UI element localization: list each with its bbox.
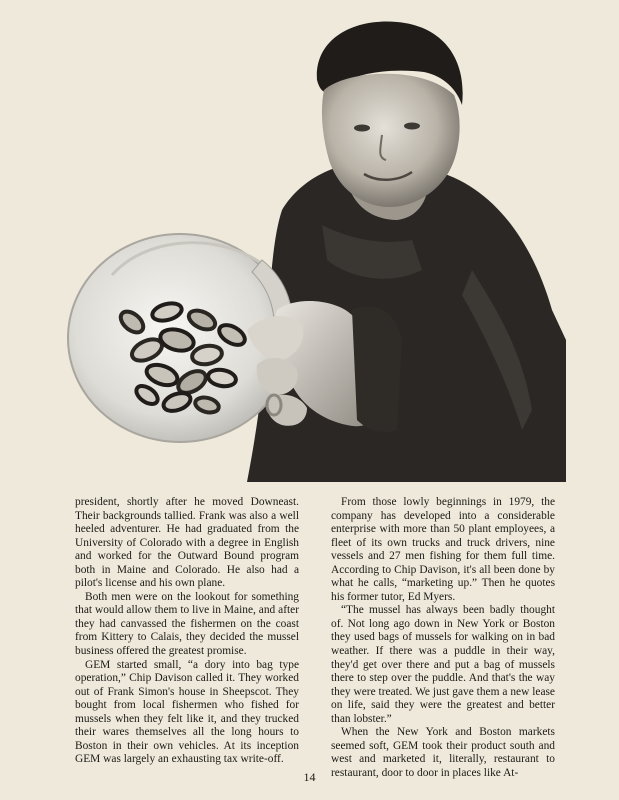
paragraph: Both men were on the lookout for something that would allow them to live in Maine, and after they had canvassed the fishermen on the coast from Kittery to Calais, they decided the mussel business offered the greatest promise. — [75, 590, 299, 658]
man-holding-bowl-of-mussels-photo — [52, 10, 566, 482]
text-column-left — [75, 496, 299, 767]
text-column-right — [331, 496, 555, 780]
paragraph: president, shortly after he moved Downeast. Their backgrounds tallied. Frank was also a well heeled adventurer. He had graduated from the University of Colorado with a degree in English and worked for the Outward Bound program both in Maine and Colorado. He also had a pilot's license and his own plane. — [75, 496, 299, 590]
paragraph: GEM started small, “a dory into bag type operation,” Chip Davison called it. They worked out of Frank Simon's house in Sheepscot. They bought from local fishermen who fished for mussels when they felt like it, and they trucked their wares themselves all the long hours to Boston in their own vehicles. At its inception GEM was largely an exhausting tax write-off. — [75, 658, 299, 766]
paragraph: From those lowly beginnings in 1979, the company has developed into a considerable enterprise with more than 50 plant employees, a fleet of its own trucks and truck drivers, nine vessels and 27 men fishing for them full time. According to Chip Davison, it's all been done by what he calls, “marketing up.” Then he quotes his former tutor, Ed Myers. — [331, 496, 555, 603]
page-number: 14 — [303, 770, 316, 784]
portrait-photo — [52, 10, 566, 482]
paragraph: When the New York and Boston markets seemed soft, GEM took their product south and west and marketed it, literally, restaurant to restaurant, door to door in places like At- — [331, 726, 555, 779]
paragraph: “The mussel has always been badly thought of. Not long ago down in New York or Boston they used bags of mussels for walking on in bad weather. If there was a puddle in their way, they'd get over there and put a bag of mussels there to step over the puddle. And that's the way they were treated. We just gave them a new lease on life, said they were the greatest and better than lobster.” — [331, 604, 555, 725]
